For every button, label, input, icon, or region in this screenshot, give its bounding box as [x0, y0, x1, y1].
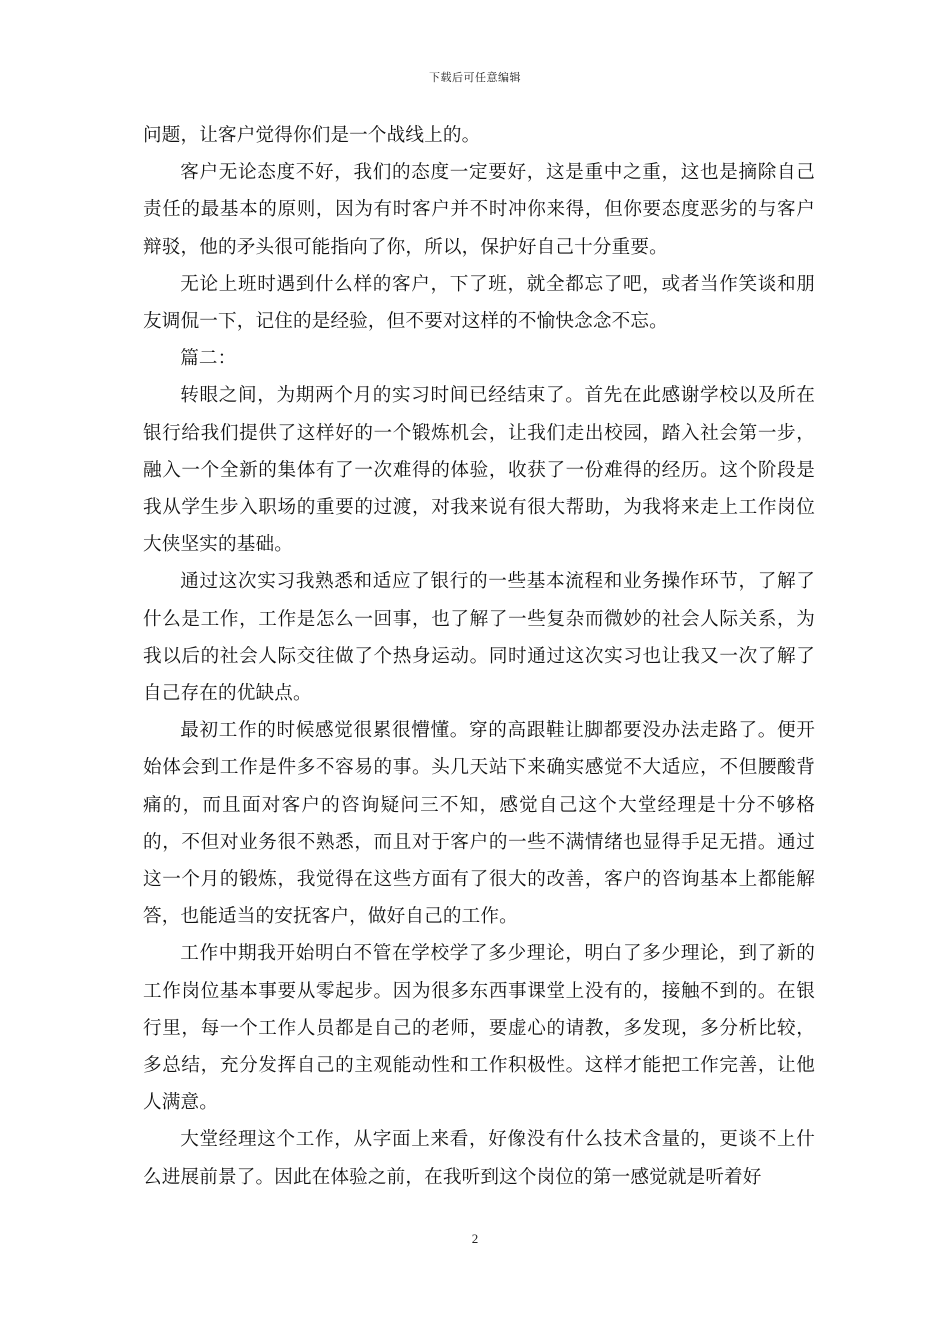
page-header: 下载后可任意编辑: [429, 71, 521, 84]
paragraph: 工作中期我开始明白不管在学校学了多少理论，明白了多少理论，到了新的工作岗位基本事要从零起步。因为很多东西事课堂上没有的，接触不到的。在银行里，每一个工作人员都是自己的老师，要虚心的请教，多发现，多分析比较，多总结，充分发挥自己的主观能动性和工作积极性。这样才能把工作完善，让他人满意。: [143, 943, 815, 1114]
paragraph: 问题，让客户觉得你们是一个战线上的。: [143, 125, 481, 146]
paragraph: 客户无论态度不好，我们的态度一定要好，这是重中之重，这也是摘除自己责任的最基本的原则，因为有时客户并不时冲你来得，但你要态度恶劣的与客户辩驳，他的矛头很可能指向了你，所以，保护好自己十分重要。: [143, 162, 815, 258]
paragraph: 转眼之间，为期两个月的实习时间已经结束了。首先在此感谢学校以及所在银行给我们提供了这样好的一个锻炼机会，让我们走出校园，踏入社会第一步，融入一个全新的集体有了一次难得的体验，收获了一份难得的经历。这个阶段是我从学生步入职场的重要的过渡，对我来说有很大帮助，为我将来走上工作岗位大侠坚实的基础。: [143, 385, 815, 556]
page-number: 2: [471, 1231, 479, 1246]
paragraph: 通过这次实习我熟悉和适应了银行的一些基本流程和业务操作环节，了解了什么是工作，工作是怎么一回事，也了解了一些复杂而微妙的社会人际关系，为我以后的社会人际交往做了个热身运动。同时通过这次实习也让我又一次了解了自己存在的优缺点。: [143, 571, 815, 705]
section-heading: 篇二：: [180, 348, 237, 370]
paragraph: 大堂经理这个工作，从字面上来看，好像没有什么技术含量的，更谈不上什么进展前景了。因此在体验之前，在我听到这个岗位的第一感觉就是听着好: [143, 1129, 815, 1188]
document-body: [143, 117, 815, 1196]
paragraph: 最初工作的时候感觉很累很懵懂。穿的高跟鞋让脚都要没办法走路了。便开始体会到工作是件多不容易的事。头几天站下来确实感觉不大适应，不但腰酸背痛的，而且面对客户的咨询疑问三不知，感觉自己这个大堂经理是十分不够格的，不但对业务很不熟悉，而且对于客户的一些不满情绪也显得手足无措。通过这一个月的锻炼，我觉得在这些方面有了很大的改善，客户的咨询基本上都能解答，也能适当的安抚客户，做好自己的工作。: [143, 720, 815, 928]
paragraph: 无论上班时遇到什么样的客户，下了班，就全都忘了吧，或者当作笑谈和朋友调侃一下，记住的是经验，但不要对这样的不愉快念念不忘。: [143, 273, 815, 333]
